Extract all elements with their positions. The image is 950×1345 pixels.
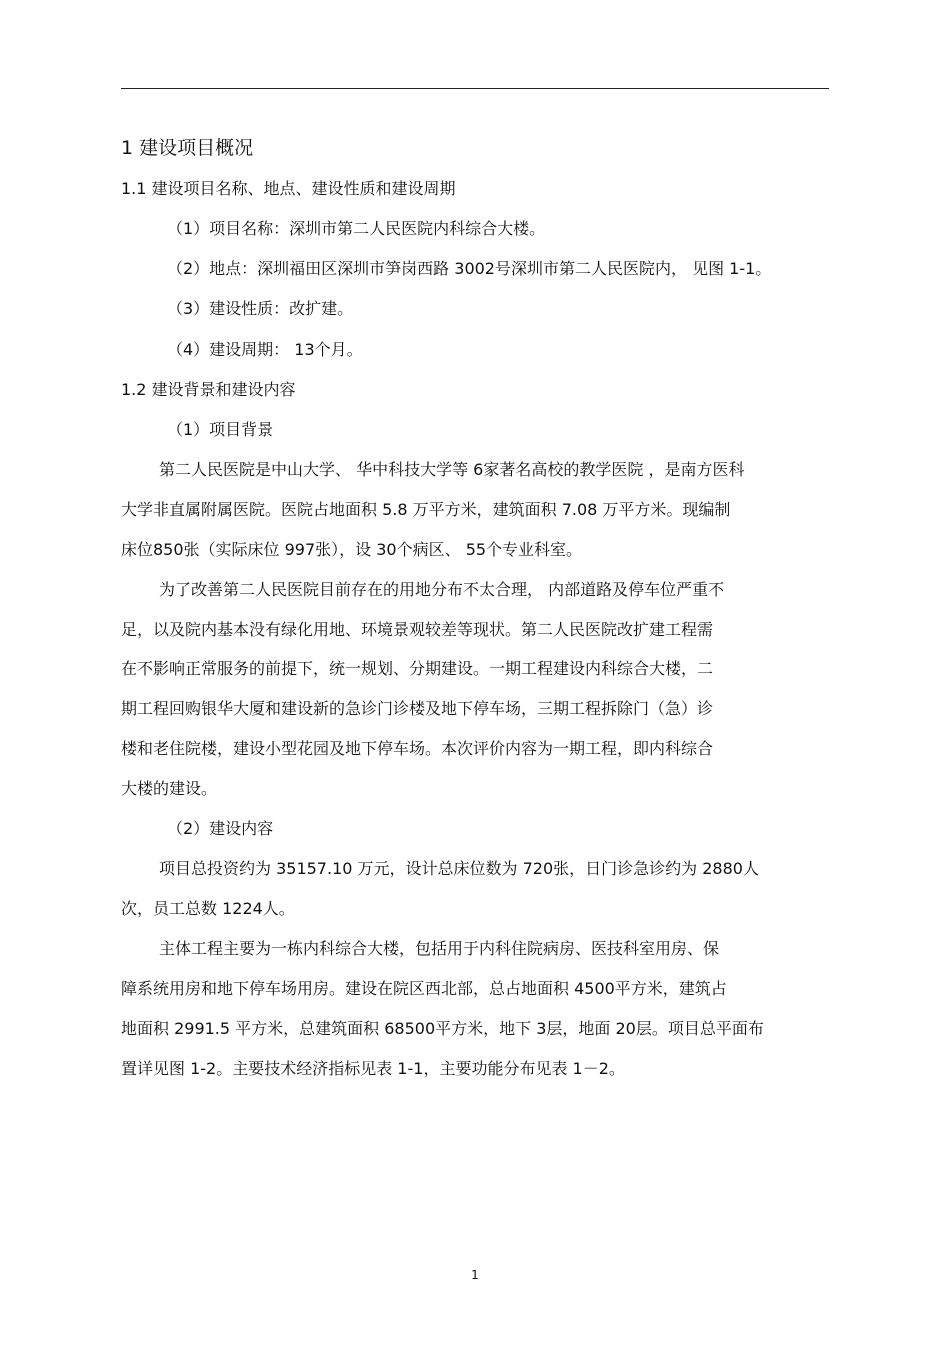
paragraph-line: 主体工程主要为一栋内科综合大楼，包括用于内科住院病房、医技科室用房、保 [159,939,720,958]
background-heading: （1）项目背景 [167,420,274,439]
subsection-title-1-1: 1.1 建设项目名称、地点、建设性质和建设周期 [121,179,456,198]
paragraph-line: 在不影响正常服务的前提下，统一规划、分期建设。一期工程建设内科综合大楼，二 [121,659,714,678]
paragraph-line: 足，以及院内基本没有绿化用地、环境景观较差等现状。第二人民医院改扩建工程需 [121,620,714,639]
paragraph-line: 为了改善第二人民医院目前存在的用地分布不太合理， 内部道路及停车位严重不 [159,580,725,599]
paragraph-line: 地面积 2991.5 平方米，总建筑面积 68500平方米，地下 3层，地面 20层。项目总平面布 [121,1019,764,1038]
paragraph-line: 第二人民医院是中山大学、 华中科技大学等 6家著名高校的教学医院 ，是南方医科 [159,460,745,479]
page-number: 1 [471,1268,479,1282]
paragraph-line: 置详见图 1-2。主要技术经济指标见表 1-1，主要功能分布见表 1－2。 [121,1059,625,1078]
paragraph-line: 期工程回购银华大厦和建设新的急诊门诊楼及地下停车场，三期工程拆除门（急）诊 [121,699,714,718]
section-title: 1 建设项目概况 [121,137,254,159]
item-period: （4）建设周期： 13个月。 [167,340,363,359]
paragraph-line: 大学非直属附属医院。医院占地面积 5.8 万平方米，建筑面积 7.08 万平方米。现编制 [121,500,731,519]
item-nature: （3）建设性质：改扩建。 [167,299,354,318]
header-rule [121,88,829,89]
paragraph-line: 次，员工总数 1224人。 [121,899,295,918]
paragraph-line: 项目总投资约为 35157.10 万元，设计总床位数为 720张，日门诊急诊约为 2880人 [159,859,759,878]
paragraph-line: 楼和老住院楼，建设小型花园及地下停车场。本次评价内容为一期工程，即内科综合 [121,739,714,758]
paragraph-line: 障系统用房和地下停车场用房。建设在院区西北部，总占地面积 4500平方米，建筑占 [121,979,727,998]
paragraph-line: 床位850张（实际床位 997张），设 30个病区、 55个专业科室。 [121,540,583,559]
item-location: （2）地点：深圳福田区深圳市笋岗西路 3002号深圳市第二人民医院内， 见图 1-1。 [167,259,772,278]
subsection-title-1-2: 1.2 建设背景和建设内容 [121,380,296,399]
item-project-name: （1）项目名称：深圳市第二人民医院内科综合大楼。 [167,219,546,238]
content-heading: （2）建设内容 [167,819,274,838]
paragraph-line: 大楼的建设。 [121,779,218,798]
